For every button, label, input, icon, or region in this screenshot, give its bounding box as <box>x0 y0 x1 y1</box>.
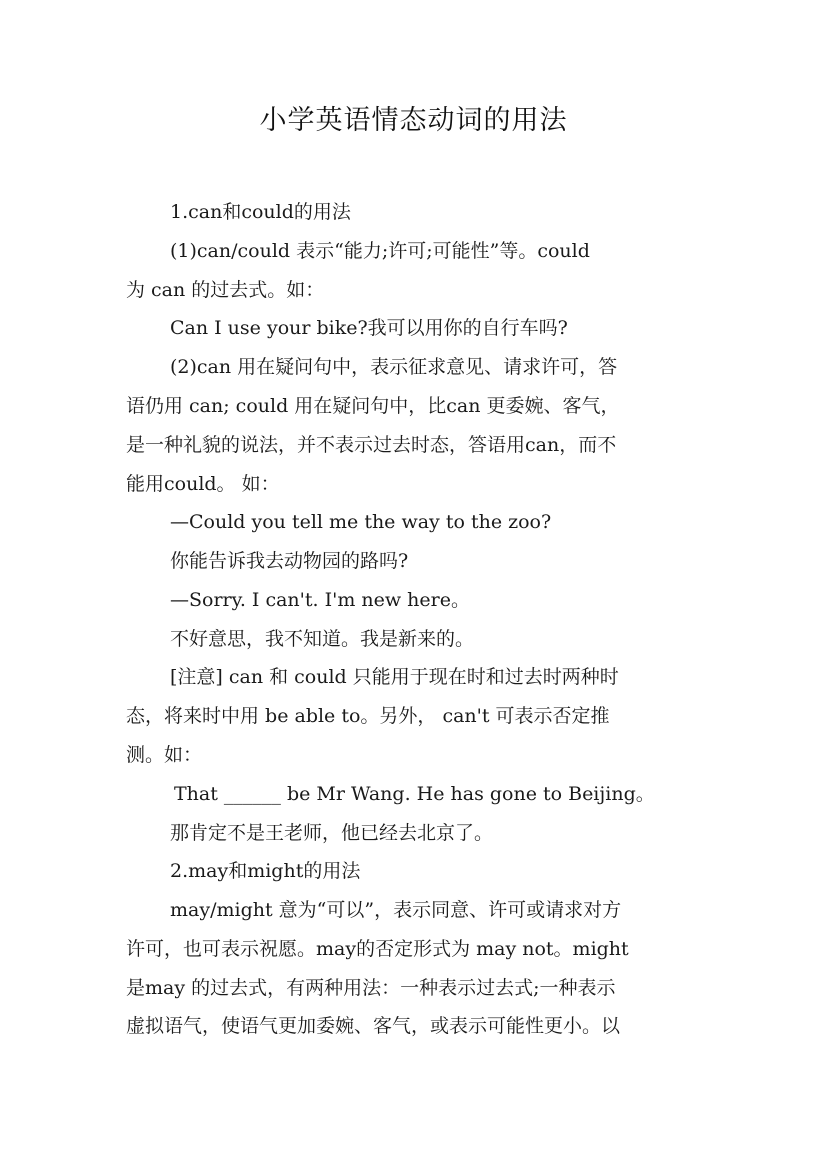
section-heading-can-could: 1.can和could的用法 <box>170 201 351 223</box>
example-translation: 你能告诉我去动物园的路吗? <box>170 550 409 572</box>
document-title: 小学英语情态动词的用法 <box>259 105 568 136</box>
example-translation: 那肯定不是王老师，他已经去北京了。 <box>170 822 494 844</box>
note-line: [注意] can 和 could 只能用于现在时和过去时两种时 <box>170 666 619 688</box>
example-line: —Sorry. I can't. I'm new here。 <box>170 589 470 611</box>
paragraph-line: (1)can/could 表示“能力;许可;可能性”等。could <box>170 240 590 262</box>
paragraph-line: 虚拟语气，使语气更加委婉、客气，或表示可能性更小。以 <box>126 1015 621 1037</box>
note-line: 态，将来时中用 be able to。另外， can't 可表示否定推 <box>126 705 610 727</box>
paragraph-line: 是may 的过去式，有两种用法：一种表示过去式;一种表示 <box>126 977 616 999</box>
paragraph-line: may/might 意为“可以”，表示同意、许可或请求对方 <box>170 899 622 921</box>
example-line: —Could you tell me the way to the zoo? <box>170 511 552 533</box>
note-line: 测。如： <box>126 744 203 766</box>
paragraph-line: 能用could。 如： <box>126 473 280 495</box>
example-line: Can I use your bike?我可以用你的自行车吗? <box>170 317 568 339</box>
paragraph-line: 为 can 的过去式。如： <box>126 279 325 301</box>
paragraph-line: (2)can 用在疑问句中，表示征求意见、请求许可，答 <box>170 356 618 378</box>
paragraph-line: 许可，也可表示祝愿。may的否定形式为 may not。might <box>126 938 629 960</box>
paragraph-line: 是一种礼貌的说法，并不表示过去时态，答语用can，而不 <box>126 434 617 456</box>
paragraph-line: 语仍用 can; could 用在疑问句中，比can 更委婉、客气， <box>126 395 620 417</box>
example-line: That ______ be Mr Wang. He has gone to Beijing。 <box>174 783 655 805</box>
example-translation: 不好意思，我不知道。我是新来的。 <box>170 628 475 650</box>
section-heading-may-might: 2.may和might的用法 <box>170 860 361 882</box>
